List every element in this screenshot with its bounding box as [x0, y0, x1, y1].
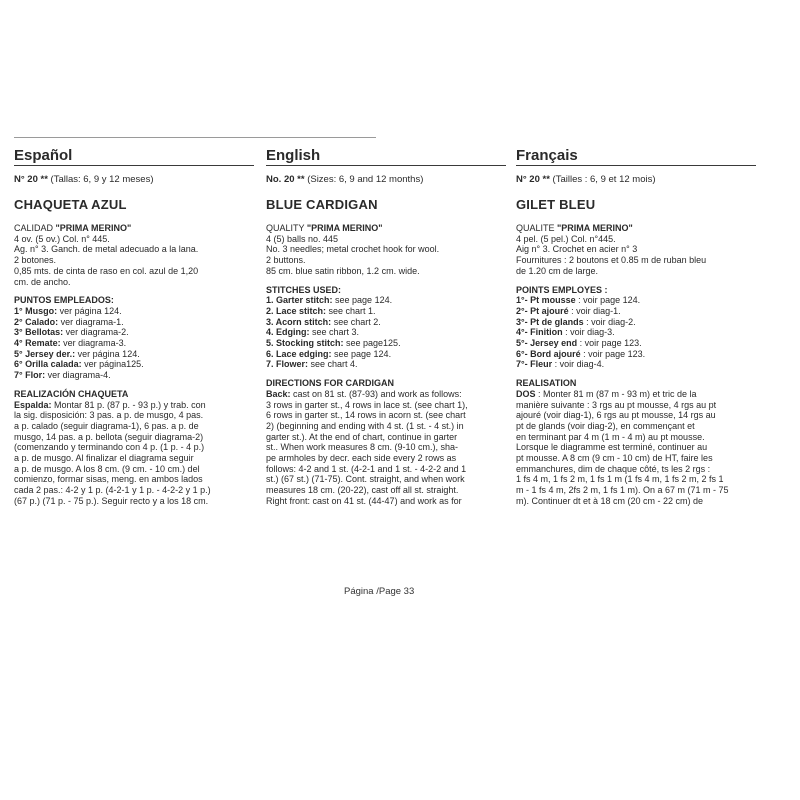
directions-line — [516, 432, 766, 443]
stitch-item — [266, 359, 516, 370]
stitch-item — [516, 317, 766, 328]
pattern-reference — [266, 174, 516, 185]
stitch-item — [266, 317, 516, 328]
directions-heading: REALIZACIÓN CHAQUETA — [14, 388, 129, 399]
directions-line — [266, 453, 516, 464]
line-text: ver diagrama-4. — [45, 370, 111, 381]
line-bold: "PRIMA MERINO" — [306, 223, 383, 233]
line-text: ver diagrama-3. — [60, 338, 127, 349]
line-bold: 3°- Pt de glands — [516, 316, 584, 327]
line-text: see page125. — [343, 338, 401, 349]
line-text: ver diagrama-1. — [58, 316, 124, 327]
directions-line — [516, 400, 766, 411]
line-text: 1 fs 4 m, 1 fs 2 m, 1 fs 1 m (1 fs 4 m, 1 fs 2 m, 2 fs 1 — [516, 474, 724, 485]
materials-line — [14, 244, 264, 255]
line-text: No. 3 needles; metal crochet hook for wool. — [266, 244, 440, 255]
line-text: ajouré (voir diag-1), 6 rgs au pt mousse, 14 rgs au — [516, 410, 716, 421]
directions-line — [516, 389, 766, 400]
directions-line — [266, 474, 516, 485]
line-text: comienzo, formar sisas, meng. en ambos lados — [14, 474, 203, 485]
pattern-title: BLUE CARDIGAN — [266, 197, 378, 212]
line-text: musgo, 14 pas. a p. bellota (seguir diagrama-2) — [14, 431, 204, 442]
line-bold: 4°- Finition — [516, 327, 563, 338]
line-bold: Espalda: — [14, 399, 52, 410]
pattern-number: N° 20 ** — [516, 174, 550, 185]
line-bold: 6. Lace edging: — [266, 348, 332, 359]
pattern-reference — [516, 174, 766, 185]
line-bold: 1. Garter stitch: — [266, 295, 333, 306]
stitch-item — [516, 327, 766, 338]
line-bold: 1°- Pt mousse — [516, 295, 576, 306]
line-bold: 7°- Fleur — [516, 359, 553, 370]
line-bold: Back: — [266, 388, 291, 399]
stitch-item — [266, 349, 516, 360]
directions-line — [266, 496, 516, 507]
line-text: : voir page 123. — [580, 348, 646, 359]
line-text: : voir diag-3. — [562, 327, 615, 338]
line-bold: 7° Flor: — [14, 370, 46, 381]
language-heading: Français — [516, 147, 756, 166]
line-bold: 6° Orilla calada: — [14, 359, 82, 370]
directions-line — [266, 464, 516, 475]
line-text: Montar 81 p. (87 p. - 93 p.) y trab. con — [51, 399, 206, 410]
top-rule — [14, 137, 376, 138]
line-text: : voir page 123. — [577, 338, 642, 349]
line-text: Ag. n° 3. Ganch. de metal adecuado a la lana. — [14, 244, 199, 255]
stitch-item — [266, 327, 516, 338]
line-text: en terminant par 4 m (1 m - 4 m) au pt mousse. — [516, 431, 705, 442]
line-text: garter st.). At the end of chart, continue in garter — [266, 431, 458, 442]
directions-line — [14, 432, 264, 443]
directions-line — [266, 485, 516, 496]
line-text: pt mousse. A 8 cm (9 cm - 10 cm) de HT, faire les — [516, 453, 713, 464]
line-text: st.) (67 st.) (71-75). Cont. straight, and when work — [266, 474, 465, 485]
line-text: 2 buttons. — [266, 255, 306, 266]
line-text: de 1.20 cm de large. — [516, 265, 599, 276]
line-text: see page 124. — [331, 348, 392, 359]
line-text: : voir diag-4. — [552, 359, 605, 370]
line-text: m). Continuer dt et à 18 cm (20 cm - 22 cm) de — [516, 495, 704, 506]
line-text: 2 botones. — [14, 255, 57, 266]
line-bold: 2°- Pt ajouré — [516, 305, 569, 316]
directions-line — [516, 496, 766, 507]
line-text: pe armholes by decr. each side every 2 rows as — [266, 453, 457, 464]
directions-line — [266, 389, 516, 400]
materials-line — [516, 244, 766, 255]
line-text: 2) (beginning and ending with 4 st. (1 st. - 4 st.) in — [266, 420, 464, 431]
line-text: QUALITE — [516, 223, 558, 233]
line-text: 85 cm. blue satin ribbon, 1.2 cm. wide. — [266, 265, 420, 276]
materials-line — [14, 277, 264, 288]
line-text: ver página 124. — [75, 348, 140, 359]
pattern-title: GILET BLEU — [516, 197, 596, 212]
stitch-item — [516, 295, 766, 306]
directions-line — [14, 485, 264, 496]
line-text: ver página125. — [81, 359, 144, 370]
materials-line — [14, 255, 264, 266]
line-text: m - 1 fs 4 m, 2fs 2 m, 1 fs 1 m). On a 67 m (71 m - 75 — [516, 485, 729, 496]
line-text: 0,85 mts. de cinta de raso en col. azul de 1,20 — [14, 265, 199, 276]
materials-line — [516, 255, 766, 266]
stitch-item — [266, 306, 516, 317]
pattern-number: N° 20 ** — [14, 174, 48, 185]
line-bold: 5°- Jersey end — [516, 338, 578, 349]
pattern-reference — [14, 174, 264, 185]
stitches-heading: STITCHES USED: — [266, 284, 342, 295]
materials-line — [516, 234, 766, 245]
line-text: a p. de musgo. A los 8 cm. (9 cm. - 10 cm.) del — [14, 463, 200, 474]
line-bold: 3° Bellotas: — [14, 327, 64, 338]
directions-line — [516, 442, 766, 453]
language-heading: Español — [14, 147, 254, 166]
directions-line — [516, 453, 766, 464]
line-text: measures 18 cm. (20-22), cast off all st. straight. — [266, 485, 459, 496]
stitch-item — [266, 295, 516, 306]
directions-line — [266, 421, 516, 432]
directions-heading: REALISATION — [516, 378, 577, 389]
pattern-title: CHAQUETA AZUL — [14, 197, 127, 212]
materials-line — [266, 266, 516, 277]
column-english — [266, 147, 516, 507]
line-text: (67 p.) (71 p. - 75 p.). Seguir recto y a los 18 cm. — [14, 495, 209, 506]
line-bold: 7. Flower: — [266, 359, 309, 370]
column-spanish — [14, 147, 264, 507]
stitch-item — [14, 317, 264, 328]
line-bold: 1° Musgo: — [14, 305, 58, 316]
directions-line — [516, 464, 766, 475]
materials-line — [516, 223, 766, 234]
directions-line — [516, 421, 766, 432]
line-text: 6 rows in garter st., 14 rows in acorn st. (see chart — [266, 410, 466, 421]
line-bold: "PRIMA MERINO" — [55, 223, 132, 233]
line-text: ver diagrama-2. — [63, 327, 129, 338]
line-text: 4 ov. (5 ov.) Col. n° 445. — [14, 233, 110, 244]
directions-line — [266, 432, 516, 443]
line-text: : voir diag-2. — [583, 316, 636, 327]
line-bold: 5° Jersey der.: — [14, 348, 76, 359]
line-text: la sig. disposición: 3 pas. a p. de musgo, 4 pas. — [14, 410, 204, 421]
line-bold: 3. Acorn stitch: — [266, 316, 332, 327]
line-bold: 4° Remate: — [14, 338, 61, 349]
pattern-number: No. 20 ** — [266, 174, 305, 185]
line-text: Lorsque le diagramme est terminé, continuer au — [516, 442, 708, 453]
materials-line — [14, 234, 264, 245]
line-text: Right front: cast on 41 st. (44-47) and work as for — [266, 495, 462, 506]
line-text: (comenzando y terminando con 4 p. (1 p. - 4 p.) — [14, 442, 205, 453]
materials-line — [266, 234, 516, 245]
line-bold: 6°- Bord ajouré — [516, 348, 581, 359]
line-bold: "PRIMA MERINO" — [557, 223, 633, 233]
directions-line — [266, 410, 516, 421]
line-text: pt de glands (voir diag-2), en commençant et — [516, 420, 695, 431]
directions-line — [516, 474, 766, 485]
pattern-sizes: (Sizes: 6, 9 and 12 months) — [307, 174, 424, 185]
line-text: see chart 1. — [326, 305, 376, 316]
stitch-item — [516, 359, 766, 370]
directions-line — [14, 474, 264, 485]
stitch-item — [14, 338, 264, 349]
language-heading: English — [266, 147, 506, 166]
directions-line — [14, 421, 264, 432]
line-text: 4 pel. (5 pel.) Col. n°445. — [516, 233, 616, 244]
line-text: follows: 4-2 and 1 st. (4-2-1 and 1 st. - 4-2-2 and 1 — [266, 463, 467, 474]
line-text: 3 rows in garter st., 4 rows in lace st. (see chart 1), — [266, 399, 468, 410]
stitch-item — [516, 349, 766, 360]
line-text: a p. calado (seguir diagrama-1), 6 pas. a p. de — [14, 420, 199, 431]
line-text: CALIDAD — [14, 223, 56, 233]
directions-line — [14, 453, 264, 464]
stitch-item — [14, 306, 264, 317]
line-text: see chart 4. — [308, 359, 358, 370]
stitch-item — [516, 306, 766, 317]
line-text: 4 (5) balls no. 445 — [266, 233, 339, 244]
directions-line — [14, 496, 264, 507]
directions-heading: DIRECTIONS FOR CARDIGAN — [266, 378, 394, 389]
pattern-sizes: (Tailles : 6, 9 et 12 mois) — [552, 174, 656, 185]
line-text: ver página 124. — [57, 305, 122, 316]
line-bold: 2° Calado: — [14, 316, 59, 327]
line-text: see page 124. — [332, 295, 393, 306]
line-text: a p. de musgo. Al finalizar el diagrama seguir — [14, 453, 194, 464]
materials-line — [266, 255, 516, 266]
line-text: cm. de ancho. — [14, 276, 71, 287]
line-text: cast on 81 st. (87-93) and work as follows: — [290, 388, 462, 399]
directions-line — [516, 485, 766, 496]
stitches-heading: PUNTOS EMPLEADOS: — [14, 295, 114, 306]
line-text: Aig n° 3. Crochet en acier n° 3 — [516, 244, 638, 255]
stitch-item — [266, 338, 516, 349]
line-bold: 4. Edging: — [266, 327, 310, 338]
line-text: st.. When work measures 8 cm. (9-10 cm.), sha- — [266, 442, 459, 453]
line-text: QUALITY — [266, 223, 307, 233]
line-text: : voir diag-1. — [568, 305, 621, 316]
stitch-item — [14, 359, 264, 370]
stitch-item — [14, 327, 264, 338]
materials-line — [266, 244, 516, 255]
pattern-sizes: (Tallas: 6, 9 y 12 meses) — [50, 174, 154, 185]
materials-line — [266, 223, 516, 234]
line-text: cada 2 pas.: 4-2 y 1 p. (4-2-1 y 1 p. - 4-2-2 y 1 p.) — [14, 485, 211, 496]
stitch-item — [516, 338, 766, 349]
directions-line — [266, 400, 516, 411]
stitch-item — [14, 349, 264, 360]
materials-line — [516, 266, 766, 277]
directions-line — [14, 464, 264, 475]
stitch-item — [14, 370, 264, 381]
directions-line — [14, 400, 264, 411]
line-text: Fournitures : 2 boutons et 0.85 m de ruban bleu — [516, 255, 707, 266]
stitches-heading: POINTS EMPLOYES : — [516, 284, 608, 295]
line-text: : voir page 124. — [575, 295, 641, 306]
line-text: manière suivante : 3 rgs au pt mousse, 4 rgs au pt — [516, 399, 717, 410]
line-bold: DOS — [516, 388, 536, 399]
line-text: see chart 3. — [309, 327, 360, 338]
directions-line — [516, 410, 766, 421]
line-text: see chart 2. — [331, 316, 381, 327]
materials-line — [14, 266, 264, 277]
directions-line — [14, 410, 264, 421]
line-bold: 5. Stocking stitch: — [266, 338, 344, 349]
column-french — [516, 147, 766, 507]
line-text: emmanchures, dim de chaque côté, ts les 2 rgs : — [516, 463, 711, 474]
page-footer: Página /Page 33 — [344, 586, 415, 597]
line-text: : Monter 81 m (87 m - 93 m) et tric de la — [535, 388, 697, 399]
line-bold: 2. Lace stitch: — [266, 305, 327, 316]
directions-line — [266, 442, 516, 453]
directions-line — [14, 442, 264, 453]
materials-line — [14, 223, 264, 234]
